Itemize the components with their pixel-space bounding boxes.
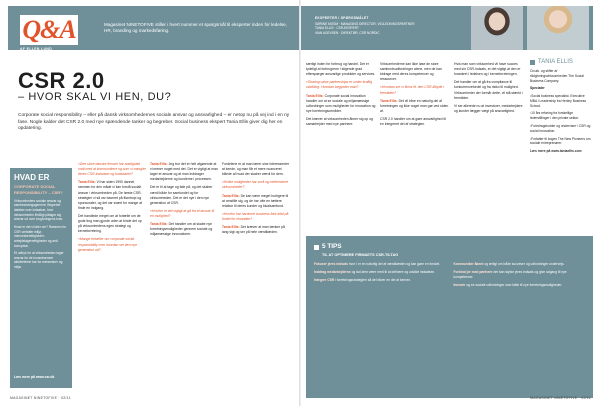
- answer-text: Det kræver at virksomheden åbner sig op og samarbejder med nye partnere.: [306, 116, 373, 127]
- interview-answer: [222, 194, 290, 209]
- tips-columns: [314, 262, 585, 291]
- interview-answer: [306, 117, 376, 127]
- article-column-6: [454, 62, 524, 117]
- speaker-name: Tania Ellis:: [222, 193, 240, 198]
- interview-answer: [380, 117, 450, 127]
- profile-title-row: [530, 58, 592, 66]
- portrait-photo-woman: [527, 6, 589, 50]
- sidebar-paragraph: Et udtryk for at virksomheden tager ansvar for de konsekvenser aktiviteterne har for mennesker og miljø.: [14, 251, 64, 270]
- answer-text: Det er til at tage og føle på, og det skaber værdi både for samfundet og for virksomheden. Det er det nye i den nye generation af CSR.: [150, 185, 213, 205]
- interview-question: » Den store danske firmaer har stadigvæk ondt med at kommunikere og som vi mangler deres CSR-indsatser og budskaber?: [78, 162, 146, 177]
- answer-text: Det handlede meget om at fortælle om de gode ting man gjorde uden at binde det op på virksomhedens egen strategi og kerneforretning.: [78, 213, 142, 234]
- interview-answer: [150, 185, 218, 205]
- tips-heading-row: [314, 243, 585, 252]
- sidebar-paragraph: Hvad er det vi taler om? Rammen for CSR omfatter miljø, menneskerettigheder, arbejdstagerrettigheder og anti-korruption.: [14, 224, 67, 248]
- article-column-1: [78, 162, 146, 256]
- folio-right: MAGASINET NINETOFIVE · 02/11: [530, 396, 591, 401]
- interview-answer: [454, 80, 524, 100]
- article-title: CSR 2.0: [18, 68, 105, 93]
- interview-answer: [222, 162, 290, 177]
- interview-answer: [306, 94, 376, 114]
- interview-question: » Hvorfor er det vigtigt at gå fra et ansvar til en mulighed?: [150, 209, 218, 219]
- folio-left: MAGASINET NINETOFIVE · 02/11: [10, 396, 71, 401]
- contributors: [315, 16, 455, 36]
- speaker-name: Tania Ellis:: [306, 93, 324, 98]
- interview-question: » Hvorfor har hardcore business ikke altid på fordel for hinanden?: [222, 212, 290, 222]
- profile-title: TANIA ELLIS: [538, 59, 573, 65]
- section-intro: Magasinet NINETOFIVE stiller i hvert nummer et spørgsmål til eksperter inden for ledelse, HR, branding og markedsføring.: [104, 22, 287, 33]
- tips-column-2: [454, 262, 586, 291]
- interview-answer: [150, 162, 218, 182]
- tip-item: Innovér og se sociale udfordringer som kilde til nye forretningsmuligheder.: [453, 282, 563, 287]
- profile-link[interactable]: Læs mere på www.taniaellis.com: [530, 149, 582, 154]
- interview-answer: [380, 99, 450, 114]
- contributors-heading: EKSPERTER I SPØRGSMÅLET: [315, 16, 369, 20]
- article-column-3: [222, 162, 290, 238]
- interview-answer: [78, 180, 146, 211]
- answer-text: Jeg tror det er helt afgørende at vi mener noget med det. Det er vigtigt at man tager et ansvar og at man inddrager medarbejderne og kunderne i processen.: [150, 162, 218, 182]
- speaker-name: Tania Ellis:: [150, 222, 168, 227]
- tip-item: Fokuser jeres indsats hvor I er en naturlig del af værdikæden og kan gøre en forskel.: [314, 261, 441, 266]
- square-bullet-icon: [530, 60, 535, 65]
- tip-item: Integrer CSR i forretningsstrategien så det bliver en del af kernen.: [314, 277, 411, 282]
- answer-text: Fordelene er at man lærer sine interessenter at kende, og man får et mere nuanceret billede af hvad der skaber værdi for dem.: [222, 162, 290, 177]
- sidebar-paragraph: Virksomheders sociale ansvar og samfundsengagement. Begrebet dækker over indsatser, hvor virksomheden frivilligt påtager sig ansvar ud over lovgivningens krav.: [14, 198, 63, 222]
- qa-logo: Q&A: [22, 15, 76, 45]
- profile-item: • 10 års erfaring fra forskellige lederstillinger i den private sektor.: [530, 111, 592, 121]
- article-lead: Corporate social responsibility – eller på dansk virksomhedernes sociale ansvar og ansvarlighed – er netop nu på vej ind i en ny fase. Nogle kalder det CSR 2.0 med nye spændende tanker og begreber. Social business ekspert Tania Ellis giver dig her en opdatering.: [18, 113, 290, 132]
- sidebar-title: HVAD ER: [14, 173, 50, 182]
- interview-question: » Sharing value partnerships er under kraftig udvikling. Hvordan begynder man?: [306, 80, 376, 90]
- tip-item: Inddrag medarbejderne og lad dem være med til at definere og udvikle indsatsen.: [314, 269, 436, 274]
- answer-text: særligt inden for forbrug og handel. Det er tydeligt at forbrugerne i stigende grad efterspørger ansvarlige produkter og services.: [306, 62, 376, 77]
- answer-text: Vi ser allerede nu at investorer, medarbejdere og kunder lægger vægt på ansvarlighed.: [454, 103, 523, 113]
- logo-subtitle: AF ELLEN LUND: [20, 47, 53, 51]
- answer-text: Det vil blive en naturlig del af forretningen og ikke noget man gør ved siden af.: [380, 98, 449, 113]
- sidebar-title-line2: CORPORATE SOCIAL: [14, 184, 56, 189]
- header-band-left: [8, 6, 299, 50]
- square-bullet-icon: [314, 245, 319, 250]
- answer-text: Det kræver at man tænker på lang sigt og ser på hele værdikæden.: [222, 225, 285, 235]
- speaker-name: Tania Ellis:: [78, 180, 96, 185]
- header-band-right: [301, 6, 593, 50]
- article-column-2: [150, 162, 218, 240]
- qa-logo-box: [20, 15, 78, 45]
- answer-text: CSR 2.0 handler om at gøre ansvarlighed til en integreret del af strategien.: [380, 116, 446, 127]
- interview-question: » Hvilke muligheder har små og mellemstore virksomheder?: [222, 180, 290, 190]
- answer-text: Virksomhederne kan ikke løse de store samfundsudfordringer alene, men de kan bidrage med deres kompetencer og ressourcer.: [380, 62, 442, 82]
- interview-question: » Hvordan ser vi firma ift. den CSR-tilbyde i fremtiden?: [380, 85, 450, 95]
- portrait-photo-man: [471, 6, 523, 50]
- interview-answer: [454, 104, 524, 114]
- sidebar-what-is-csr: [10, 168, 72, 388]
- speaker-name: Tania Ellis:: [150, 162, 168, 166]
- profile-item: • Social business specialist. Executive MBA i Leadership fra Henley Business School.: [530, 94, 592, 108]
- answer-text: Det handler om at skabe nye forretningsmuligheder gennem sociale og miljømæssige innovationer.: [150, 222, 213, 237]
- interview-answer: [78, 214, 146, 234]
- profile-intro: Civ.øk. og stifter af rådgivningsvirksomheden The Social Business Company.: [530, 69, 584, 83]
- article-column-4: [306, 62, 376, 130]
- tip-item: Kommuniker åbent og ærligt om både succeser og udfordringer undervejs.: [453, 261, 565, 266]
- answer-text: Vi har siden 1990 dannet rammen for den måde vi kan forstå socialt ansvar i virksomheden på. De første CSR-strategier vi så var baseret på filantropi og sponsorater, og det var svært for mange at finde en indgang.: [78, 180, 143, 210]
- sidebar-link[interactable]: Læs mere på www.csr.dk: [14, 375, 55, 380]
- profile-item: • Forfatter til bogen The New Pioneers om sociale entreprenører.: [530, 137, 592, 147]
- page-gutter: [299, 0, 301, 406]
- speaker-name: Tania Ellis:: [222, 225, 240, 230]
- article-column-5: [380, 62, 450, 130]
- profile-specialist-label: Specialer: [530, 86, 545, 91]
- article-subtitle: – HVOR SKAL VI HEN, DU?: [18, 91, 172, 103]
- tips-subheading: TIL AT OPTIMERE FIRMAETS CSR-TILTAG: [322, 252, 399, 257]
- interview-question: » Mange fortæller om corporate social responsibility men hvordan ser den nye generation ud?: [78, 237, 146, 252]
- profile-box: [530, 58, 592, 157]
- contributor-3: IVAN AGEVSEN · DIREKTØR, CSR NORDIC: [315, 30, 380, 35]
- interview-answer: [222, 225, 290, 235]
- contributor-1: SØRINE MOSM · MANAGING DIRECTOR, VEJLEDNINGSPARTNER: [315, 21, 415, 26]
- tips-box: [306, 236, 593, 398]
- tips-heading: 5 TIPS: [322, 243, 342, 250]
- interview-answer: [454, 62, 524, 77]
- interview-answer: [380, 62, 450, 82]
- answer-text: De kan være meget hurtigere til at omstille sig, og de har ofte en tættere relation til deres kunder og lokalsamfund.: [222, 193, 289, 208]
- answer-text: Corporate social innovation handler om at se sociale og miljømæssige udfordringer som muligheder for innovation og nye forretningsområder.: [306, 93, 376, 113]
- contributor-2: TANIA ELLIS · CSR-EKSPERT: [315, 26, 359, 31]
- tip-item: Forbind jer med partnere der kan styrke jeres indsats og give adgang til nye kompetencer.: [453, 269, 567, 279]
- interview-answer: [150, 222, 218, 237]
- tips-column-1: [314, 262, 446, 291]
- interview-answer: [306, 62, 376, 77]
- sidebar-title-line3: RESPONSIBILITY – CSR?: [14, 190, 63, 196]
- profile-item: • Foredragsholder og underviser i CSR og social innovation.: [530, 124, 592, 134]
- answer-text: Hvis man som virksomhed vil have succes med sin CSR-indsats, er det vigtigt at den er forankret i ledelsen og i kerneforretningen.: [454, 62, 521, 77]
- speaker-name: Tania Ellis:: [380, 98, 398, 103]
- answer-text: Det handler om at gå fra compliance til konkurrencefordel og fra risiko til mulighed. Virksomheder der formår dette, vil stå stærkt i fremtiden.: [454, 80, 523, 100]
